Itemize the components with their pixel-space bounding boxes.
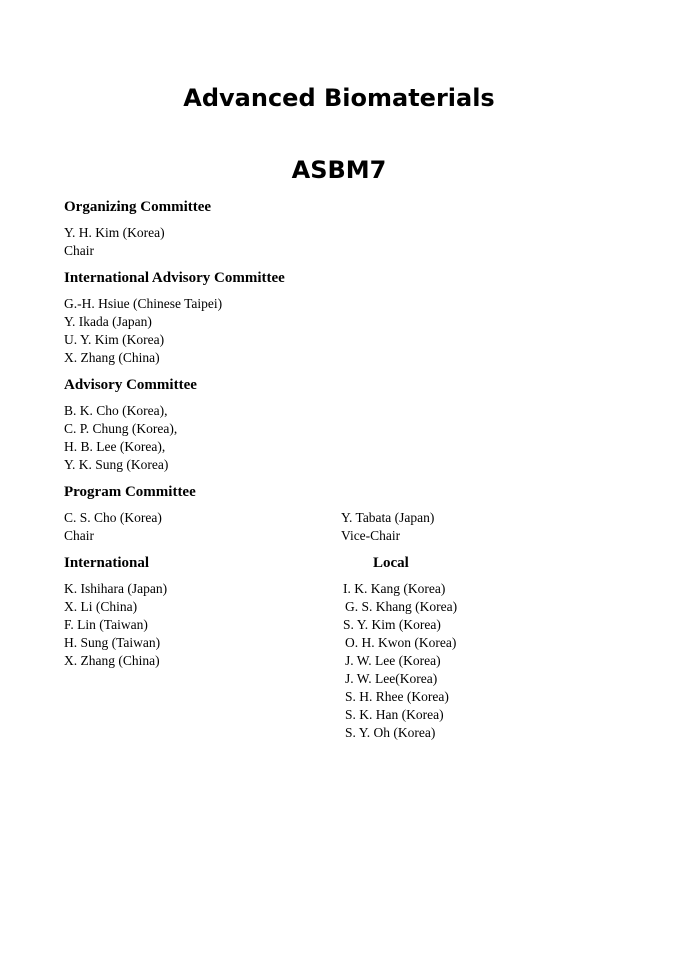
organizing-committee-list: [64, 224, 624, 260]
document-subtitle: ASBM7: [291, 156, 387, 184]
list-item: Y. Ikada (Japan): [64, 314, 152, 329]
program-committee-columns: [64, 509, 624, 553]
program-vice-chair-name: Y. Tabata (Japan): [341, 510, 435, 525]
list-item: B. K. Cho (Korea),: [64, 403, 168, 418]
list-item: X. Li (China): [64, 599, 138, 614]
list-item: I. K. Kang (Korea): [343, 581, 446, 596]
international-heading: International: [64, 555, 150, 571]
local-column: [341, 554, 601, 742]
organizing-committee-heading: Organizing Committee: [64, 199, 212, 215]
list-item: X. Zhang (China): [64, 350, 160, 365]
document-title: Advanced Biomaterials: [183, 84, 495, 112]
list-item: X. Zhang (China): [64, 653, 160, 668]
list-item: G. S. Khang (Korea): [345, 599, 458, 614]
advisory-committee-section: [64, 376, 624, 474]
list-item: S. Y. Oh (Korea): [345, 725, 436, 740]
program-vice-chair-block: [341, 509, 601, 545]
local-heading: Local: [373, 555, 409, 571]
organizing-committee-role: Chair: [64, 243, 94, 258]
list-item: S. Y. Kim (Korea): [343, 617, 441, 632]
international-local-section: [64, 554, 624, 754]
advisory-committee-heading: Advisory Committee: [64, 377, 197, 393]
list-item: J. W. Lee(Korea): [345, 671, 438, 686]
international-list: [64, 580, 334, 670]
list-item: J. W. Lee (Korea): [345, 653, 441, 668]
organizing-committee-section: [64, 198, 624, 260]
program-chair-block: [64, 509, 334, 545]
advisory-committee-list: [64, 402, 624, 474]
list-item: Y. K. Sung (Korea): [64, 457, 169, 472]
program-chair-name: C. S. Cho (Korea): [64, 510, 162, 525]
list-item: S. H. Rhee (Korea): [345, 689, 449, 704]
list-item: U. Y. Kim (Korea): [64, 332, 165, 347]
list-item: H. B. Lee (Korea),: [64, 439, 166, 454]
international-advisory-committee-section: [64, 269, 624, 367]
international-advisory-committee-list: [64, 295, 624, 367]
list-item: O. H. Kwon (Korea): [345, 635, 457, 650]
list-item: F. Lin (Taiwan): [64, 617, 148, 632]
program-committee-section: [64, 483, 624, 553]
program-chair-role: Chair: [64, 528, 94, 543]
list-item: S. K. Han (Korea): [345, 707, 444, 722]
international-advisory-committee-heading: International Advisory Committee: [64, 270, 285, 286]
list-item: C. P. Chung (Korea),: [64, 421, 178, 436]
local-list: [341, 580, 601, 742]
international-column: [64, 554, 334, 670]
organizing-committee-name: Y. H. Kim (Korea): [64, 225, 165, 240]
list-item: H. Sung (Taiwan): [64, 635, 161, 650]
list-item: G.-H. Hsiue (Chinese Taipei): [64, 296, 223, 311]
program-committee-heading: Program Committee: [64, 484, 196, 500]
list-item: K. Ishihara (Japan): [64, 581, 168, 596]
program-vice-chair-role: Vice-Chair: [341, 528, 401, 543]
